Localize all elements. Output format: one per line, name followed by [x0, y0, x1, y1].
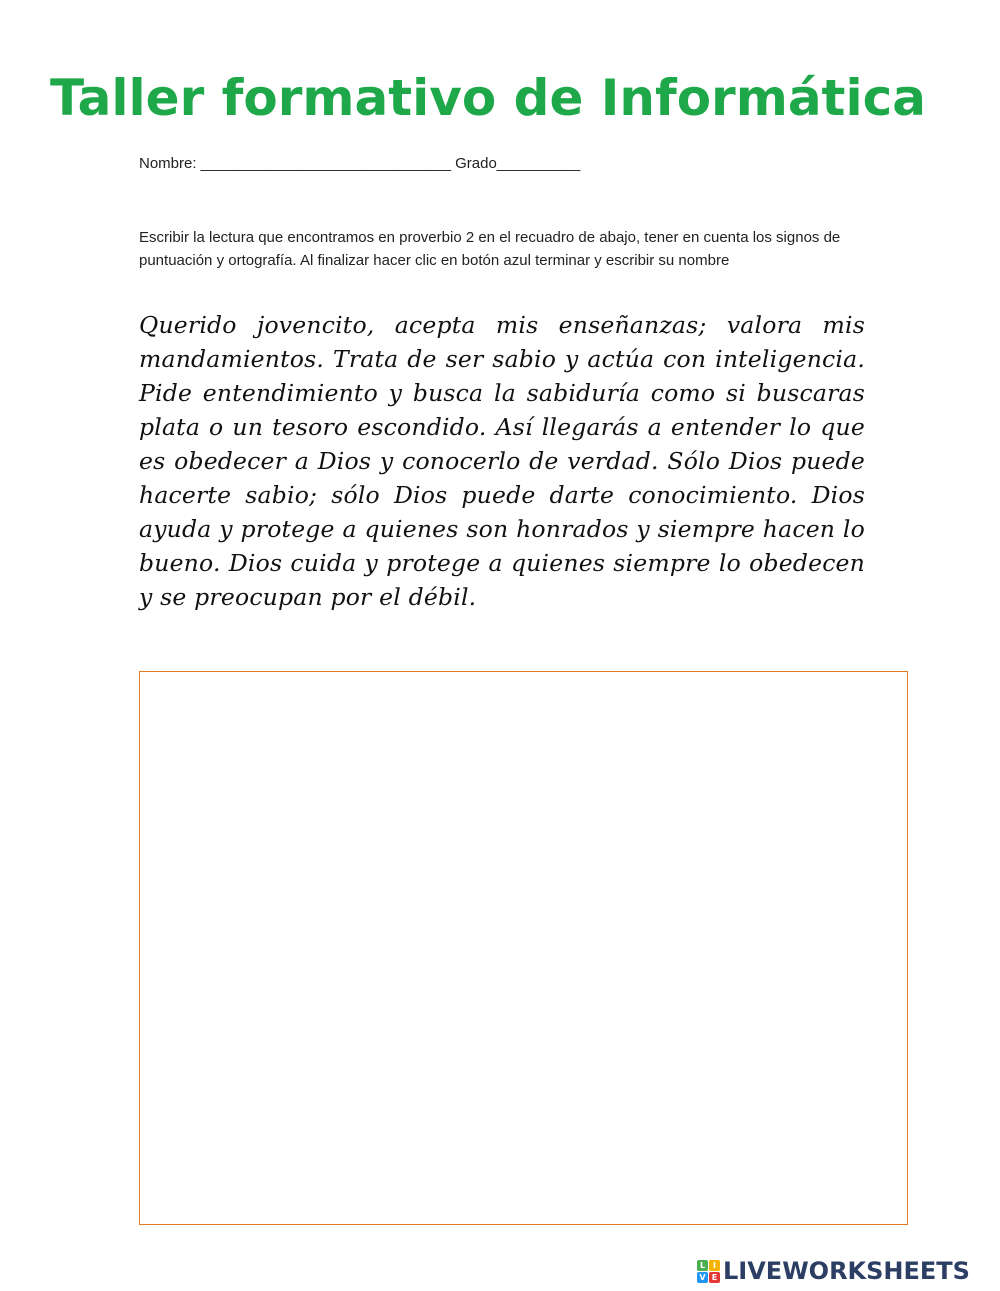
logo-tile: I — [709, 1260, 720, 1271]
answer-input[interactable] — [140, 672, 907, 1224]
logo-tile: L — [697, 1260, 708, 1271]
instructions-text: Escribir la lectura que encontramos en proverbio 2 en el recuadro de abajo, tener en cuenta los signos de puntuación y ortografía. Al finalizar hacer clic en botón azul terminar y escribir su nombre — [139, 229, 841, 269]
logo-tile: V — [697, 1272, 708, 1283]
reading-passage: Querido jovencito, acepta mis enseñanzas; valora mis mandamientos. Trata de ser sabio y actúa con inteligencia. Pide entendimiento y busca la sabiduría como si buscaras plata o un tesoro escondido. Así llegarás a entender lo que es obedecer a Dios y conocerlo de verdad. Sólo Dios puede hacerte sabio; sólo Dios puede darte conocimiento. Dios ayuda y protege a quienes son honrados y siempre hacen lo bueno. Dios cuida y protege a quienes siempre lo obedecen y se preocupan por el débil. — [139, 311, 865, 611]
page-title: Taller formativo de Informática — [50, 69, 926, 127]
liveworksheets-brand — [697, 1256, 970, 1286]
liveworksheets-logo-icon — [697, 1260, 720, 1283]
brand-name: LIVEWORKSHEETS — [723, 1257, 970, 1285]
name-grade-line: Nombre: ______________________________ Grado__________ — [139, 155, 581, 172]
logo-tile: E — [709, 1272, 720, 1283]
answer-box[interactable] — [139, 671, 908, 1225]
